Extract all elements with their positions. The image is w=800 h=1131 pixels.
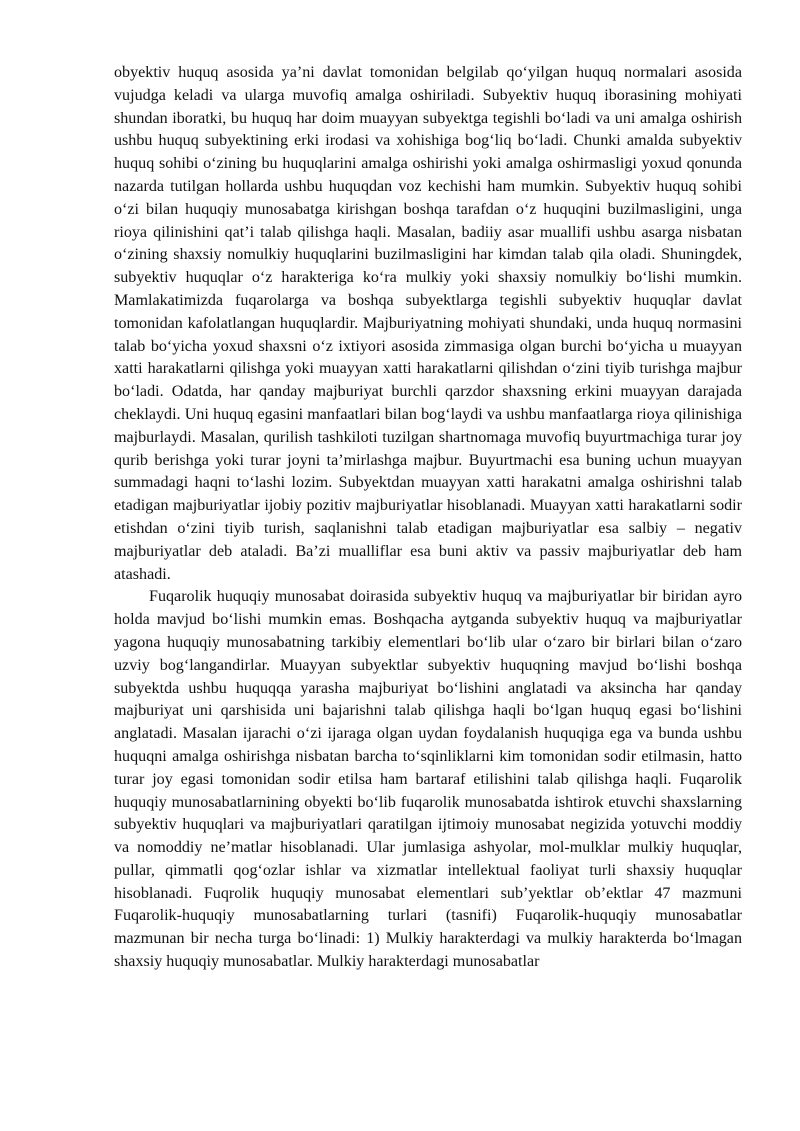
paragraph-civil-legal-relations: Fuqarolik huquqiy munosabat doirasida subyektiv huquq va majburiyatlar bir biridan ayro holda mavjud bo‘lishi mumkin emas. Boshqacha aytganda subyektiv huquq va majburiyatlar yagona huquqiy munosabatning tarkibiy elementlari bo‘lib ular o‘zaro bir birlari bilan o‘zaro uzviy bog‘langandirlar. Muayyan subyektlar subyektiv huquqning mavjud bo‘lishi boshqa subyektda ushbu huquqqa yarasha majburiyat bo‘lishini anglatadi va aksincha har qanday majburiyat uni qarshisida uni bajarishni talab qilishga haqli bo‘lgan huquq egasi bo‘lishini anglatadi. Masalan ijarachi o‘zi ijaraga olgan uydan foydalanish huquqiga ega va bunda ushbu huquqni amalga oshirishga nisbatan barcha to‘sqinliklarni kim tomonidan sodir etilmasin, hatto turar joy egasi tomonidan sodir etilsa ham bartaraf etilishini talab qilishga haqli. Fuqarolik huquqiy munosabatlarnining obyekti bo‘lib fuqarolik munosabatda ishtirok etuvchi shaxslarning subyektiv huquqlari va majburiyatlari qaratilgan ijtimoiy munosabat negizida yotuvchi moddiy va nomoddiy ne’matlar hisoblanadi. Ular jumlasiga ashyolar, mol-mulklar mulkiy huquqlar, pullar, qimmatli qog‘ozlar ishlar va xizmatlar intellektual faoliyat turli shaxsiy huquqlar hisoblanadi. Fuqrolik huquqiy munosabat elementlari sub’yektlar ob’ektlar 47 mazmuni Fuqarolik-huquqiy munosabatlarning turlari (tasnifi) Fuqarolik-huquqiy munosabatlar mazmunan bir necha turga bo‘linadi: 1) Mulkiy harakterdagi va mulkiy harakterda bo‘lmagan shaxsiy huquqiy munosabatlar. Mulkiy harakterdagi munosabatlar — [114, 588, 742, 971]
paragraph-subjective-rights-obligations: obyektiv huquq asosida ya’ni davlat tomonidan belgilab qo‘yilgan huquq normalari asosida vujudga keladi va ularga muvofiq amalga oshiriladi. Subyektiv huquq iborasining mohiyati shundan iboratki, bu huquq har doim muayyan subyektga tegishli bo‘ladi va uni amalga oshirish ushbu huquq subyektining erki irodasi va xohishiga bog‘liq bo‘ladi. Chunki amalda subyektiv huquq sohibi o‘zining bu huquqlarini amalga oshirishi yoki amalga oshirmasligi yoxud qonunda nazarda tutilgan hollarda ushbu huquqdan voz kechishi ham mumkin. Subyektiv huquq sohibi o‘zi bilan huquqiy munosabatga kirishgan boshqa tarafdan o‘z huquqini buzilmasligini, unga rioya qilinishini qat’i talab qilishga haqli. Masalan, badiiy asar muallifi ushbu asarga nisbatan o‘zining shaxsiy nomulkiy huquqlarini buzilmasligini har kimdan talab qila oladi. Shuningdek, subyektiv huquqlar o‘z harakteriga ko‘ra mulkiy yoki shaxsiy nomulkiy bo‘lishi mumkin. Mamlakatimizda fuqarolarga va boshqa subyektlarga tegishli subyektiv huquqlar davlat tomonidan kafolatlangan huquqlardir. Majburiyatning mohiyati shundaki, unda huquq normasini talab bo‘yicha yoxud shaxsni o‘z ixtiyori asosida zimmasiga olgan burchi bo‘yicha u muayyan xatti harakatlarni qilishga yoki muayyan xatti harakatlarni qilishdan o‘zini tiyib turishga majbur bo‘ladi. Odatda, har qanday majburiyat burchli qarzdor shaxsning erkini muayyan darajada cheklaydi. Uni huquq egasini manfaatlari bilan bog‘laydi va ushbu manfaatlarga rioya qilinishiga majburlaydi. Masalan, qurilish tashkiloti tuzilgan shartnomaga muvofiq buyurtmachiga turar joy qurib berishga yoki turar joyni ta’mirlashga majbur. Buyurtmachi esa buning uchun muayyan summadagi haqni to‘lashi lozim. Subyektdan muayyan xatti harakatni amalga oshirishni talab etadigan majburiyatlar ijobiy pozitiv majburiyatlar hisoblanadi. Muayyan xatti harakatlarni sodir etishdan o‘zini tiyib turish, saqlanishni talab etadigan majburiyatlar esa salbiy – negativ majburiyatlar deb ataladi. Ba’zi mualliflar esa buni aktiv va passiv majburiyatlar deb ham atashadi. — [114, 64, 742, 583]
document-page — [114, 62, 742, 974]
